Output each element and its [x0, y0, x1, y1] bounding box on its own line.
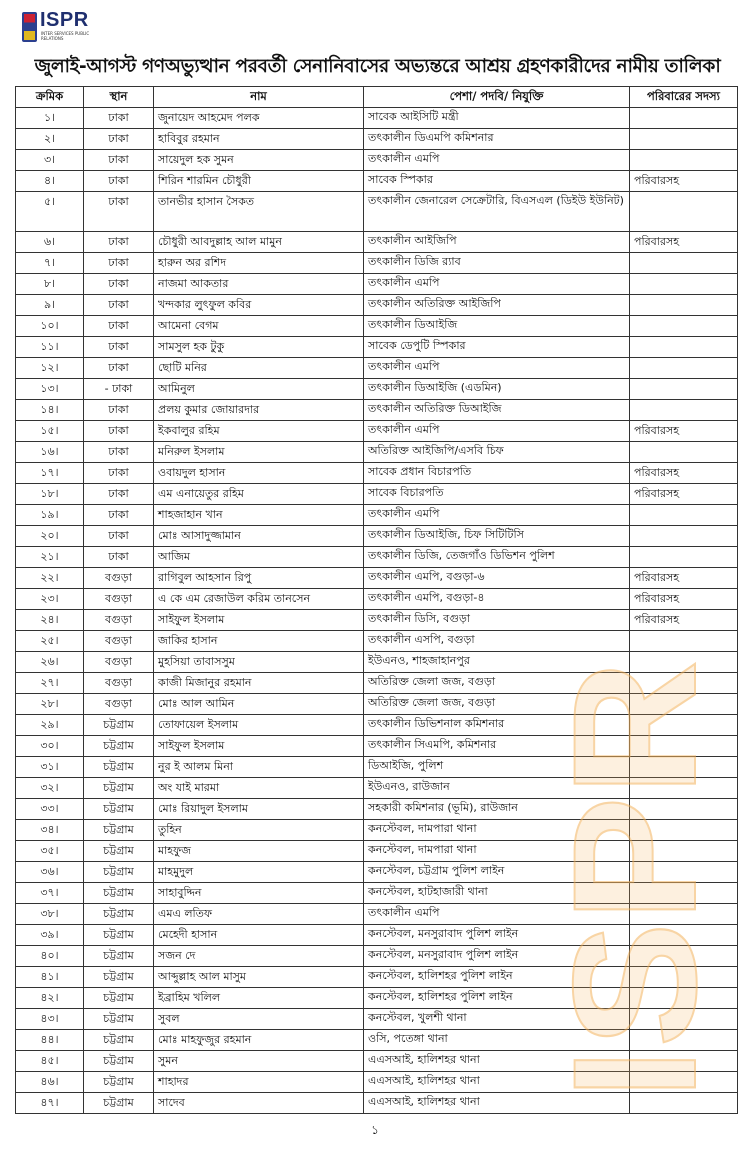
cell-serial: ৩০।	[16, 736, 84, 757]
table-row	[16, 946, 738, 967]
cell-designation: তৎকালীন অতিরিক্ত ডিআইজি	[364, 400, 630, 421]
cell-name: মেহেদী হাসান	[154, 925, 364, 946]
table-row	[16, 129, 738, 150]
cell-place: ঢাকা	[84, 316, 154, 337]
cell-place: ঢাকা	[84, 358, 154, 379]
cell-name: মোঃ আসাদুজ্জামান	[154, 526, 364, 547]
cell-place: - ঢাকা	[84, 379, 154, 400]
cell-designation: তৎকালীন ডিআইজি (এডমিন)	[364, 379, 630, 400]
cell-serial: ২৩।	[16, 589, 84, 610]
cell-serial: ২২।	[16, 568, 84, 589]
cell-name: আজিম	[154, 547, 364, 568]
cell-place: চট্টগ্রাম	[84, 1072, 154, 1093]
cell-family	[630, 400, 738, 421]
cell-family	[630, 736, 738, 757]
cell-family	[630, 316, 738, 337]
table-row	[16, 1072, 738, 1093]
cell-serial: ২৯।	[16, 715, 84, 736]
cell-family	[630, 694, 738, 715]
cell-name: মাহফুজ	[154, 841, 364, 862]
cell-serial: ১১।	[16, 337, 84, 358]
cell-serial: ১৯।	[16, 505, 84, 526]
logo-subtext: INTER SERVICES PUBLIC RELATIONS	[41, 31, 90, 41]
cell-family: পরিবারসহ	[630, 421, 738, 442]
cell-family	[630, 358, 738, 379]
table-row	[16, 547, 738, 568]
cell-name: মোঃ রিয়াদুল ইসলাম	[154, 799, 364, 820]
cell-name: কাজী মিজানুর রহমান	[154, 673, 364, 694]
cell-place: চট্টগ্রাম	[84, 1030, 154, 1051]
cell-serial: ৩১।	[16, 757, 84, 778]
cell-family	[630, 108, 738, 129]
cell-serial: ৩৬।	[16, 862, 84, 883]
cell-family	[630, 946, 738, 967]
cell-place: ঢাকা	[84, 421, 154, 442]
cell-serial: ২৮।	[16, 694, 84, 715]
table-row	[16, 862, 738, 883]
cell-designation: তৎকালীন এমপি	[364, 358, 630, 379]
cell-designation: এএসআই, হালিশহর থানা	[364, 1093, 630, 1114]
cell-family	[630, 904, 738, 925]
cell-designation: তৎকালীন ডিজি, তেজগাঁও ডিভিশন পুলিশ	[364, 547, 630, 568]
cell-name: এম এনায়েতুর রহিম	[154, 484, 364, 505]
cell-designation: তৎকালীন ডিভিশনাল কমিশনার	[364, 715, 630, 736]
cell-name: ইকবালুর রহিম	[154, 421, 364, 442]
cell-family	[630, 129, 738, 150]
cell-serial: ৪৬।	[16, 1072, 84, 1093]
table-row	[16, 610, 738, 631]
cell-family	[630, 631, 738, 652]
cell-designation: কনস্টেবল, হালিশহর পুলিশ লাইন	[364, 988, 630, 1009]
cell-serial: ২৪।	[16, 610, 84, 631]
cell-family: পরিবারসহ	[630, 484, 738, 505]
table-row	[16, 694, 738, 715]
cell-designation: তৎকালীন জেনারেল সেক্রেটারি, বিএসএল (ডিইউ ইউনিট)	[364, 192, 630, 232]
cell-designation: কনস্টেবল, চট্টগ্রাম পুলিশ লাইন	[364, 862, 630, 883]
cell-family	[630, 778, 738, 799]
cell-designation: কনস্টেবল, মনসুরাবাদ পুলিশ লাইন	[364, 925, 630, 946]
cell-designation: এএসআই, হালিশহর থানা	[364, 1072, 630, 1093]
cell-name: সাদেব	[154, 1093, 364, 1114]
cell-family: পরিবারসহ	[630, 232, 738, 253]
ispr-logo	[22, 9, 102, 48]
table-row	[16, 925, 738, 946]
table-row	[16, 673, 738, 694]
cell-place: বগুড়া	[84, 568, 154, 589]
cell-place: ঢাকা	[84, 442, 154, 463]
cell-serial: ৪৪।	[16, 1030, 84, 1051]
cell-designation: তৎকালীন ডিজি র‍্যাব	[364, 253, 630, 274]
cell-designation: তৎকালীন এমপি	[364, 505, 630, 526]
cell-serial: ২৭।	[16, 673, 84, 694]
cell-name: সাইফুল ইসলাম	[154, 736, 364, 757]
watermark-text: ISPR	[538, 691, 733, 1100]
table-row	[16, 799, 738, 820]
cell-serial: ১৫।	[16, 421, 84, 442]
cell-family: পরিবারসহ	[630, 568, 738, 589]
cell-place: চট্টগ্রাম	[84, 883, 154, 904]
cell-serial: ১।	[16, 108, 84, 129]
cell-serial: ৩।	[16, 150, 84, 171]
table-row	[16, 1051, 738, 1072]
cell-designation: তৎকালীন এমপি	[364, 421, 630, 442]
cell-place: ঢাকা	[84, 400, 154, 421]
cell-designation: তৎকালীন ডিএমপি কমিশনার	[364, 129, 630, 150]
cell-designation: ডিআইজি, পুলিশ	[364, 757, 630, 778]
table-row	[16, 1030, 738, 1051]
table-row	[16, 379, 738, 400]
logo-text: ISPR	[40, 9, 89, 31]
cell-designation: তৎকালীন ডিআইজি	[364, 316, 630, 337]
cell-family	[630, 253, 738, 274]
cell-name: সজন দে	[154, 946, 364, 967]
cell-place: চট্টগ্রাম	[84, 1009, 154, 1030]
cell-name: নুর ই আলম মিনা	[154, 757, 364, 778]
cell-designation: কনস্টেবল, হালিশহর পুলিশ লাইন	[364, 967, 630, 988]
cell-serial: ৪৭।	[16, 1093, 84, 1114]
cell-place: ঢাকা	[84, 274, 154, 295]
cell-name: মনিরুল ইসলাম	[154, 442, 364, 463]
table-row	[16, 715, 738, 736]
cell-serial: ২০।	[16, 526, 84, 547]
document-title: জুলাই-আগস্ট গণঅভ্যুত্থান পরবর্তী সেনানিবাসের অভ্যন্তরে আশ্রয় গ্রহণকারীদের নামীয় তালিকা	[34, 56, 721, 77]
cell-place: বগুড়া	[84, 673, 154, 694]
cell-designation: তৎকালীন অতিরিক্ত আইজিপি	[364, 295, 630, 316]
cell-serial: ৩২।	[16, 778, 84, 799]
table-row	[16, 463, 738, 484]
cell-designation: অতিরিক্ত জেলা জজ, বগুড়া	[364, 673, 630, 694]
cell-place: বগুড়া	[84, 589, 154, 610]
cell-name: শাহাদর	[154, 1072, 364, 1093]
cell-designation: তৎকালীন এমপি, বগুড়া-৬	[364, 568, 630, 589]
table-row	[16, 904, 738, 925]
cell-family: পরিবারসহ	[630, 589, 738, 610]
cell-family	[630, 757, 738, 778]
cell-place: বগুড়া	[84, 631, 154, 652]
cell-serial: ১২।	[16, 358, 84, 379]
cell-family	[630, 192, 738, 232]
cell-place: চট্টগ্রাম	[84, 736, 154, 757]
table-row	[16, 316, 738, 337]
cell-serial: ৮।	[16, 274, 84, 295]
cell-designation: কনস্টেবল, হাটহাজারী থানা	[364, 883, 630, 904]
cell-family	[630, 526, 738, 547]
cell-family	[630, 673, 738, 694]
cell-name: মোঃ মাহফুজুর রহমান	[154, 1030, 364, 1051]
cell-serial: ৫।	[16, 192, 84, 232]
cell-place: ঢাকা	[84, 505, 154, 526]
cell-serial: ৩৯।	[16, 925, 84, 946]
cell-name: আমেনা বেগম	[154, 316, 364, 337]
cell-designation: তৎকালীন এসপি, বগুড়া	[364, 631, 630, 652]
table-row	[16, 274, 738, 295]
cell-designation: সাবেক প্রধান বিচারপতি	[364, 463, 630, 484]
cell-family	[630, 442, 738, 463]
cell-name: সায়েদুল হক সুমন	[154, 150, 364, 171]
cell-place: চট্টগ্রাম	[84, 1051, 154, 1072]
cell-name: প্রলয় কুমার জোয়ারদার	[154, 400, 364, 421]
cell-designation: কনস্টেবল, দামপারা থানা	[364, 841, 630, 862]
cell-designation: সাবেক বিচারপতি	[364, 484, 630, 505]
cell-name: হাবিবুর রহমান	[154, 129, 364, 150]
cell-designation: ওসি, পতেঙ্গা থানা	[364, 1030, 630, 1051]
cell-place: ঢাকা	[84, 484, 154, 505]
cell-serial: ২৬।	[16, 652, 84, 673]
table-row	[16, 108, 738, 129]
table-header-row	[16, 87, 738, 108]
cell-name: মুহসিয়া তাবাসসুম	[154, 652, 364, 673]
table-row	[16, 526, 738, 547]
cell-family: পরিবারসহ	[630, 171, 738, 192]
table-row	[16, 736, 738, 757]
cell-designation: অতিরিক্ত জেলা জজ, বগুড়া	[364, 694, 630, 715]
cell-designation: তৎকালীন ডিসি, বগুড়া	[364, 610, 630, 631]
cell-serial: ১০।	[16, 316, 84, 337]
cell-place: চট্টগ্রাম	[84, 904, 154, 925]
cell-place: বগুড়া	[84, 610, 154, 631]
cell-place: ঢাকা	[84, 547, 154, 568]
table-row	[16, 505, 738, 526]
cell-name: জুনায়েদ আহমেদ পলক	[154, 108, 364, 129]
cell-designation: সাবেক ডেপুটি স্পিকার	[364, 337, 630, 358]
cell-name: ওবায়দুল হাসান	[154, 463, 364, 484]
table-row	[16, 171, 738, 192]
cell-designation: তৎকালীন ডিআইজি, চিফ সিটিটিসি	[364, 526, 630, 547]
cell-place: বগুড়া	[84, 652, 154, 673]
cell-serial: ৩৩।	[16, 799, 84, 820]
cell-designation: তৎকালীন আইজিপি	[364, 232, 630, 253]
cell-place: চট্টগ্রাম	[84, 925, 154, 946]
cell-name: এমএ লতিফ	[154, 904, 364, 925]
cell-serial: ৩৪।	[16, 820, 84, 841]
table-row	[16, 757, 738, 778]
cell-name: তানভীর হাসান সৈকত	[154, 192, 364, 232]
cell-family	[630, 988, 738, 1009]
cell-designation: কনস্টেবল, মনসুরাবাদ পুলিশ লাইন	[364, 946, 630, 967]
cell-family	[630, 150, 738, 171]
table-row	[16, 778, 738, 799]
cell-designation: সাবেক আইসিটি মন্ত্রী	[364, 108, 630, 129]
cell-designation: তৎকালীন সিএমপি, কমিশনার	[364, 736, 630, 757]
cell-place: চট্টগ্রাম	[84, 778, 154, 799]
ispr-emblem-icon	[22, 12, 37, 42]
cell-place: চট্টগ্রাম	[84, 946, 154, 967]
table-row	[16, 820, 738, 841]
cell-family	[630, 862, 738, 883]
cell-serial: ১৬।	[16, 442, 84, 463]
table-row	[16, 1093, 738, 1114]
cell-serial: ৬।	[16, 232, 84, 253]
cell-family: পরিবারসহ	[630, 463, 738, 484]
cell-serial: ১৭।	[16, 463, 84, 484]
cell-place: চট্টগ্রাম	[84, 757, 154, 778]
cell-serial: ১৮।	[16, 484, 84, 505]
cell-name: সুমন	[154, 1051, 364, 1072]
cell-name: হারুন অর রশিদ	[154, 253, 364, 274]
cell-place: চট্টগ্রাম	[84, 841, 154, 862]
column-header-serial: ক্রমিক	[16, 87, 84, 108]
cell-family	[630, 547, 738, 568]
cell-serial: ৪৩।	[16, 1009, 84, 1030]
cell-designation: সাবেক স্পিকার	[364, 171, 630, 192]
cell-designation: কনস্টেবল, দামপারা থানা	[364, 820, 630, 841]
table-row	[16, 841, 738, 862]
cell-designation: ইউএনও, শাহজাহানপুর	[364, 652, 630, 673]
cell-place: চট্টগ্রাম	[84, 799, 154, 820]
cell-place: ঢাকা	[84, 526, 154, 547]
cell-name: তোফায়েল ইসলাম	[154, 715, 364, 736]
cell-serial: ২।	[16, 129, 84, 150]
cell-place: ঢাকা	[84, 232, 154, 253]
cell-serial: ৭।	[16, 253, 84, 274]
cell-designation: সহকারী কমিশনার (ভূমি), রাউজান	[364, 799, 630, 820]
cell-name: শাহজাহান খান	[154, 505, 364, 526]
cell-family: পরিবারসহ	[630, 610, 738, 631]
cell-place: ঢাকা	[84, 171, 154, 192]
column-header-designation: পেশা/ পদবি/ নিযুক্তি	[364, 87, 630, 108]
table-row	[16, 568, 738, 589]
table-row	[16, 232, 738, 253]
cell-place: ঢাকা	[84, 192, 154, 232]
cell-place: চট্টগ্রাম	[84, 988, 154, 1009]
cell-designation: তৎকালীন এমপি	[364, 904, 630, 925]
cell-designation: কনস্টেবল, খুলশী থানা	[364, 1009, 630, 1030]
table-row	[16, 589, 738, 610]
cell-place: ঢাকা	[84, 253, 154, 274]
cell-name: খন্দকার লুৎফুল কবির	[154, 295, 364, 316]
table-row	[16, 421, 738, 442]
cell-place: ঢাকা	[84, 337, 154, 358]
cell-name: চৌধুরী আবদুল্লাহ আল মামুন	[154, 232, 364, 253]
cell-place: ঢাকা	[84, 295, 154, 316]
column-header-place: স্থান	[84, 87, 154, 108]
cell-serial: ১৪।	[16, 400, 84, 421]
cell-name: জাকির হাসান	[154, 631, 364, 652]
cell-serial: ২১।	[16, 547, 84, 568]
cell-name: মোঃ আল আমিন	[154, 694, 364, 715]
cell-name: অং যাই মারমা	[154, 778, 364, 799]
cell-name: ছোটি মনির	[154, 358, 364, 379]
cell-family	[630, 799, 738, 820]
cell-place: চট্টগ্রাম	[84, 862, 154, 883]
cell-family	[630, 652, 738, 673]
cell-family	[630, 337, 738, 358]
cell-family	[630, 715, 738, 736]
cell-family	[630, 820, 738, 841]
cell-serial: ৪১।	[16, 967, 84, 988]
cell-family	[630, 1051, 738, 1072]
table-row	[16, 337, 738, 358]
cell-family	[630, 295, 738, 316]
cell-serial: ৪২।	[16, 988, 84, 1009]
table-row	[16, 988, 738, 1009]
refugee-list-table	[15, 86, 738, 1114]
cell-family	[630, 379, 738, 400]
table-row	[16, 442, 738, 463]
table-row	[16, 400, 738, 421]
cell-serial: ৪।	[16, 171, 84, 192]
cell-family	[630, 1093, 738, 1114]
table-row	[16, 192, 738, 232]
table-row	[16, 253, 738, 274]
cell-place: চট্টগ্রাম	[84, 967, 154, 988]
page-number: ১	[371, 1123, 379, 1137]
column-header-family: পরিবারের সদস্য	[630, 87, 738, 108]
cell-family	[630, 925, 738, 946]
table-row	[16, 631, 738, 652]
cell-designation: অতিরিক্ত আইজিপি/এসবি চিফ	[364, 442, 630, 463]
cell-place: চট্টগ্রাম	[84, 715, 154, 736]
cell-name: সাইফুল ইসলাম	[154, 610, 364, 631]
cell-designation: তৎকালীন এমপি, বগুড়া-৪	[364, 589, 630, 610]
table-row	[16, 358, 738, 379]
cell-place: ঢাকা	[84, 129, 154, 150]
table-row	[16, 967, 738, 988]
cell-designation: ইউএনও, রাউজান	[364, 778, 630, 799]
table-row	[16, 150, 738, 171]
cell-serial: ৩৮।	[16, 904, 84, 925]
cell-name: আব্দুল্লাহ আল মাসুম	[154, 967, 364, 988]
cell-serial: ৯।	[16, 295, 84, 316]
cell-name: সাহাবুদ্দিন	[154, 883, 364, 904]
cell-place: চট্টগ্রাম	[84, 820, 154, 841]
cell-place: চট্টগ্রাম	[84, 1093, 154, 1114]
table-row	[16, 295, 738, 316]
cell-name: সামসুল হক টুকু	[154, 337, 364, 358]
cell-serial: ৪০।	[16, 946, 84, 967]
cell-serial: ৩৫।	[16, 841, 84, 862]
cell-serial: ৪৫।	[16, 1051, 84, 1072]
table-row	[16, 883, 738, 904]
cell-family	[630, 883, 738, 904]
cell-designation: এএসআই, হালিশহর থানা	[364, 1051, 630, 1072]
cell-name: শিরিন শারমিন চৌধুরী	[154, 171, 364, 192]
cell-name: এ কে এম রেজাউল করিম তানসেন	[154, 589, 364, 610]
cell-place: ঢাকা	[84, 463, 154, 484]
cell-name: মাহমুদুল	[154, 862, 364, 883]
cell-name: তুহিন	[154, 820, 364, 841]
cell-name: নাজমা আকতার	[154, 274, 364, 295]
cell-serial: ১৩।	[16, 379, 84, 400]
table-row	[16, 484, 738, 505]
table-row	[16, 652, 738, 673]
cell-place: ঢাকা	[84, 108, 154, 129]
table-row	[16, 1009, 738, 1030]
cell-serial: ৩৭।	[16, 883, 84, 904]
cell-designation: তৎকালীন এমপি	[364, 274, 630, 295]
cell-family	[630, 505, 738, 526]
cell-place: ঢাকা	[84, 150, 154, 171]
cell-family	[630, 1030, 738, 1051]
cell-serial: ২৫।	[16, 631, 84, 652]
table-body	[16, 108, 738, 1114]
cell-name: ইব্রাহিম খলিল	[154, 988, 364, 1009]
cell-name: সুবল	[154, 1009, 364, 1030]
cell-family	[630, 274, 738, 295]
cell-name: রাগিবুল আহসান রিপু	[154, 568, 364, 589]
cell-family	[630, 841, 738, 862]
cell-family	[630, 967, 738, 988]
cell-name: আমিনুল	[154, 379, 364, 400]
column-header-name: নাম	[154, 87, 364, 108]
cell-family	[630, 1072, 738, 1093]
cell-designation: তৎকালীন এমপি	[364, 150, 630, 171]
cell-family	[630, 1009, 738, 1030]
cell-place: বগুড়া	[84, 694, 154, 715]
